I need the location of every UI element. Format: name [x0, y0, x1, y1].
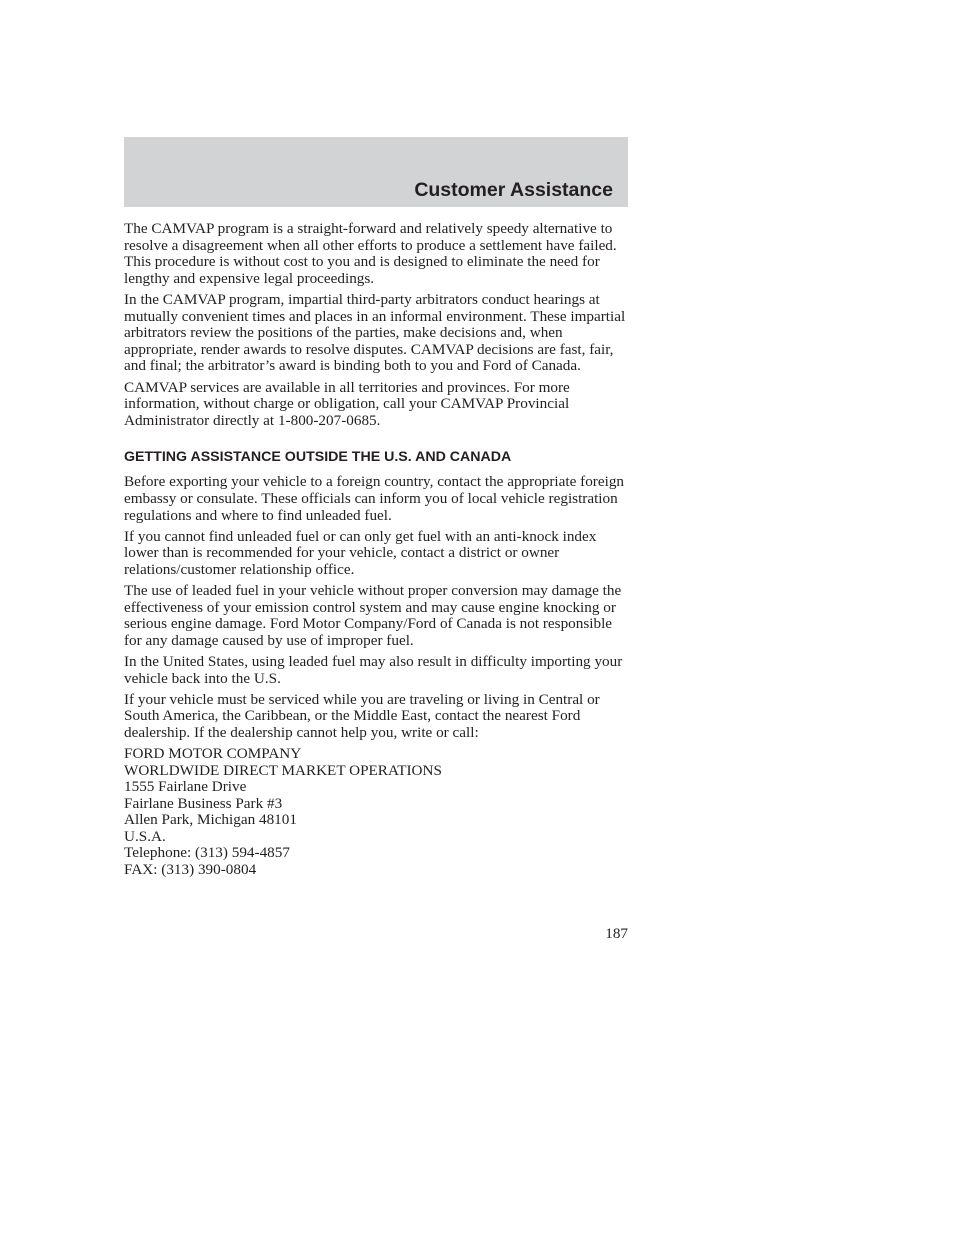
- camvap-arbitrators-paragraph: In the CAMVAP program, impartial third-party arbitrators conduct hearings at mutually convenient times and places in an informal environment. These impartial arbitrators review the positions of the parties, make decisions and, when appropriate, render awards to resolve disputes. CAMVAP decisions are fast, fair, and final; the arbitrator’s award is binding both to you and Ford of Canada.: [124, 290, 626, 375]
- camvap-intro-paragraph: The CAMVAP program is a straight-forward and relatively speedy alternative to resolve a disagreement when all other efforts to produce a settlement have failed. This procedure is without cost to you and is designed to eliminate the need for lengthy and expensive legal proceedings.: [124, 220, 617, 287]
- unleaded-fuel-paragraph: If you cannot find unleaded fuel or can only get fuel with an anti-knock index lower than is recommended for your vehicle, contact a district or owner relations/customer relationship office.: [124, 527, 597, 578]
- page-number: 187: [605, 925, 628, 942]
- main-content: [124, 221, 632, 878]
- address-line-park: Fairlane Business Park #3: [124, 794, 283, 812]
- section-header-band: [124, 137, 628, 207]
- servicing-abroad-paragraph: If your vehicle must be serviced while you are traveling or living in Central or South America, the Caribbean, or the Middle East, contact the nearest Ford dealership. If the dealership cannot help you, write or call:: [124, 690, 600, 741]
- address-line-company: FORD MOTOR COMPANY: [124, 745, 302, 763]
- address-line-city: Allen Park, Michigan 48101: [124, 811, 297, 829]
- exporting-paragraph: Before exporting your vehicle to a foreign country, contact the appropriate foreign embassy or consulate. These officials can inform you of local vehicle registration regulations and where to find unleaded fuel.: [124, 473, 625, 524]
- address-line-street: 1555 Fairlane Drive: [124, 778, 247, 796]
- leaded-fuel-damage-paragraph: The use of leaded fuel in your vehicle without proper conversion may damage the effectiveness of your emission control system and may cause engine knocking or serious engine damage. Ford Motor Company/Ford of Canada is not responsible for any damage caused by use of improper fuel.: [124, 582, 622, 649]
- importing-paragraph: In the United States, using leaded fuel may also result in difficulty importing your vehicle back into the U.S.: [124, 653, 623, 687]
- address-line-division: WORLDWIDE DIRECT MARKET OPERATIONS: [124, 761, 442, 779]
- page-title: Customer Assistance: [414, 179, 613, 201]
- section-heading: GETTING ASSISTANCE OUTSIDE THE U.S. AND CANADA: [124, 449, 512, 466]
- camvap-services-paragraph: CAMVAP services are available in all territories and provinces. For more information, without charge or obligation, call your CAMVAP Provincial Administrator directly at 1-800-207-0685.: [124, 378, 570, 429]
- address-line-fax: FAX: (313) 390-0804: [124, 860, 257, 878]
- contact-address-block: [124, 746, 632, 878]
- address-line-telephone: Telephone: (313) 594-4857: [124, 844, 290, 862]
- address-line-country: U.S.A.: [124, 827, 166, 845]
